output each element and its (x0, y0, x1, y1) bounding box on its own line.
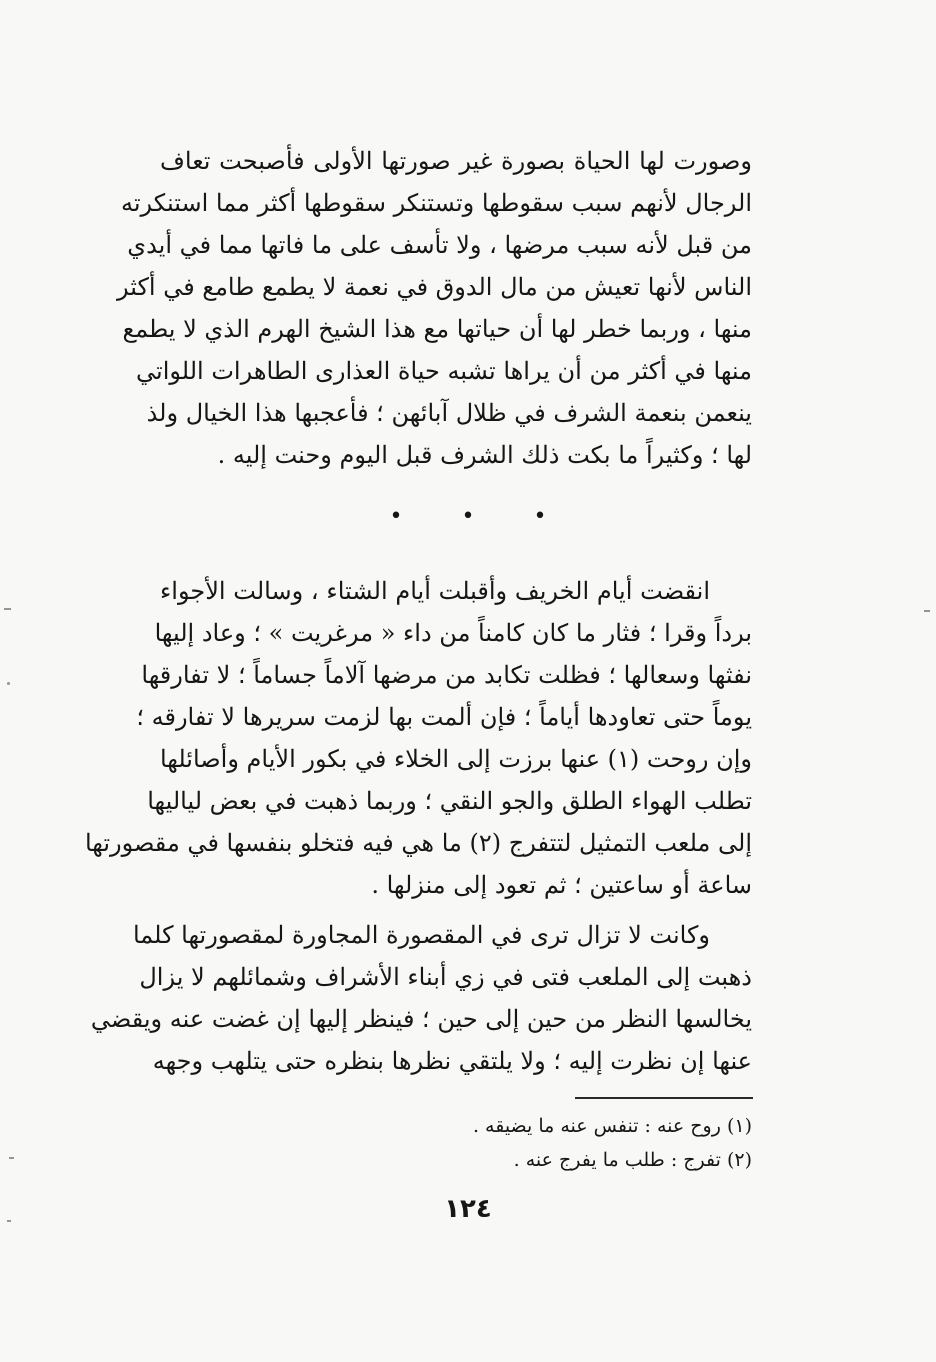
text-line: يوماً حتى تعاودها أياماً ؛ فإن ألمت بها لزمت سريرها لا تفارقه ؛ (136, 703, 752, 731)
text-line: الناس لأنها تعيش من مال الدوق في نعمة لا يطمع طامع في أكثر (116, 273, 752, 301)
paragraph-1 (116, 140, 752, 476)
section-separator: • • • (389, 504, 573, 529)
text-line: وصورت لها الحياة بصورة غير صورتها الأولى فأصبحت تعاف (160, 147, 752, 175)
text-line: ساعة أو ساعتين ؛ ثم تعود إلى منزلها . (371, 871, 752, 899)
footnote-2: (٢) تفرج : طلب ما يفرج عنه . (513, 1149, 752, 1171)
scan-speck (7, 682, 10, 685)
text-line: الرجال لأنهم سبب سقوطها وتستنكر سقوطها أكثر مما استنكرته (121, 189, 752, 217)
text-line: وكانت لا تزال ترى في المقصورة المجاورة لمقصورتها كلما (132, 921, 710, 949)
text-line: منها في أكثر من أن يراها تشبه حياة العذارى الطاهرات اللواتي (136, 357, 752, 385)
footnote-1: (١) روح عنه : تنفس عنه ما يضيقه . (472, 1115, 752, 1137)
text-line: من قبل لأنه سبب مرضها ، ولا تأسف على ما فاتها مما في أيدي (127, 231, 752, 259)
text-line: نفثها وسعالها ؛ فظلت تكابد من مرضها آلاماً جساماً ؛ لا تفارقها (141, 661, 752, 689)
footnote-divider (575, 1097, 753, 1099)
text-line: تطلب الهواء الطلق والجو النقي ؛ وربما ذهبت في بعض لياليها (147, 787, 752, 815)
scan-speck (9, 1157, 14, 1159)
text-line: برداً وقرا ؛ فثار ما كان كامناً من داء « مرغريت » ؛ وعاد إليها (154, 619, 752, 647)
text-line: منها ، وربما خطر لها أن حياتها مع هذا الشيخ الهرم الذي لا يطمع (122, 315, 752, 343)
text-line: ينعمن بنعمة الشرف في ظلال آبائهن ؛ فأعجبها هذا الخيال ولذ (146, 399, 752, 427)
paragraph-2 (84, 570, 752, 906)
text-line: ذهبت إلى الملعب فتى في زي أبناء الأشراف وشمائلهم لا يزال (139, 963, 752, 991)
text-line: إلى ملعب التمثيل لتتفرج (٢) ما هي فيه فتخلو بنفسها في مقصورتها (84, 829, 752, 857)
scan-speck (924, 610, 930, 612)
text-line: لها ؛ وكثيراً ما بكت ذلك الشرف قبل اليوم وحنت إليه . (217, 441, 752, 469)
footnotes (440, 1109, 752, 1177)
text-line: وإن روحت (١) عنها برزت إلى الخلاء في بكور الأيام وأصائلها (159, 745, 752, 773)
text-line: عنها إن نظرت إليه ؛ ولا يلتقي نظرها بنظره حتى يتلهب وجهه (152, 1047, 752, 1075)
scan-speck (4, 608, 11, 610)
page-number: ١٢٤ (444, 1194, 492, 1224)
paragraph-3 (90, 914, 752, 1082)
text-line: انقضت أيام الخريف وأقبلت أيام الشتاء ، وسالت الأجواء (160, 577, 710, 605)
text-line: يخالسها النظر من حين إلى حين ؛ فينظر إليها إن غضت عنه ويقضي (90, 1005, 752, 1033)
